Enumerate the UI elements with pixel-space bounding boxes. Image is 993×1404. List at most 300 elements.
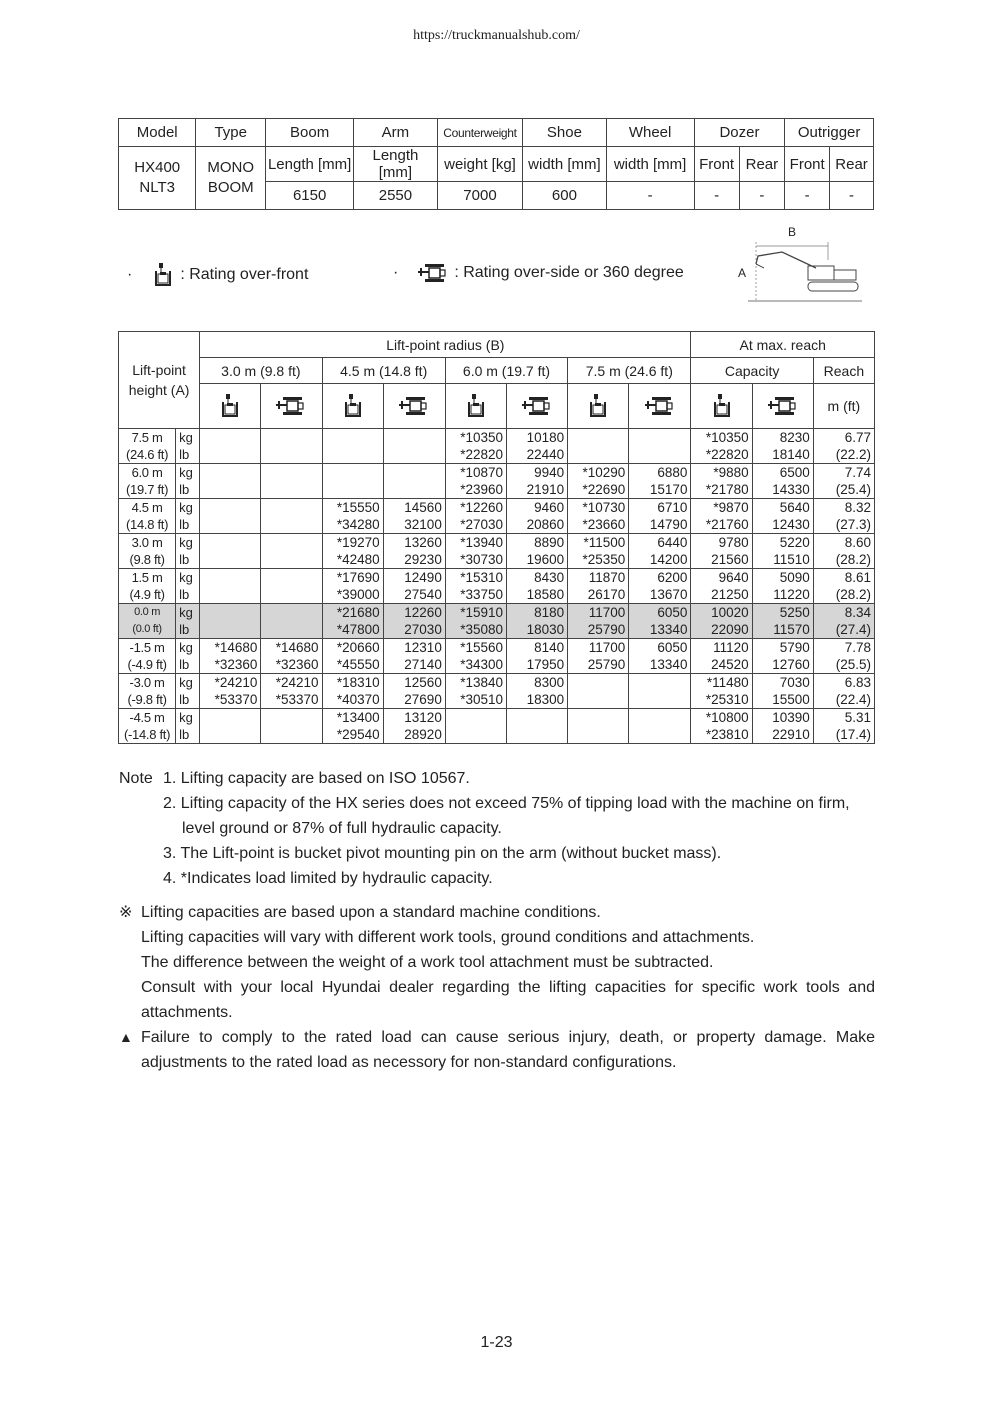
lift-value: *9870	[691, 499, 752, 517]
lift-value: *11500	[568, 534, 629, 552]
lift-value: 5090	[752, 569, 813, 587]
lift-value: 5.31	[813, 709, 874, 727]
lift-value: *9880	[691, 464, 752, 482]
rating-side-icon	[276, 395, 306, 417]
remark-4: Consult with your local Hyundai dealer regarding the lifting capacities for specific work tools and attachments.	[141, 979, 875, 1021]
lift-value: 11700	[568, 604, 629, 622]
lift-value: (22.2)	[813, 446, 874, 464]
lift-value: *23960	[445, 481, 506, 499]
lift-unit: lb	[176, 691, 200, 709]
lift-value: 13340	[629, 621, 691, 639]
lift-value: *34280	[322, 516, 383, 534]
lift-value: 11220	[752, 586, 813, 604]
lift-value: *19270	[322, 534, 383, 552]
icon-cell	[200, 384, 261, 429]
lift-header-row	[119, 332, 875, 358]
spec-value: -	[830, 182, 874, 210]
lift-value: 12430	[752, 516, 813, 534]
lift-value	[568, 709, 629, 727]
lift-height: -3.0 m	[119, 674, 176, 692]
spec-sub: Rear	[739, 147, 785, 182]
note-3: 3. The Lift-point is bucket pivot mounting pin on the arm (without bucket mass).	[163, 845, 722, 862]
legend-front-label: : Rating over-front	[180, 266, 309, 283]
lift-value: 8890	[506, 534, 567, 552]
lift-value: 11570	[752, 621, 813, 639]
lift-value: 12760	[752, 656, 813, 674]
lift-value: 7.78	[813, 639, 874, 657]
lift-height: 7.5 m	[119, 429, 176, 447]
lift-value: *14680	[200, 639, 261, 657]
lift-value	[200, 464, 261, 482]
lift-value: (28.2)	[813, 586, 874, 604]
lift-value	[200, 446, 261, 464]
lift-unit: kg	[176, 569, 200, 587]
lift-value: 12310	[383, 639, 445, 657]
lift-value: 28920	[383, 726, 445, 744]
lift-value: 10390	[752, 709, 813, 727]
radius-label: 7.5 m (24.6 ft)	[568, 358, 691, 384]
lift-value	[629, 446, 691, 464]
lift-row	[119, 446, 875, 464]
lift-value: *15560	[445, 639, 506, 657]
note-1: 1. Lifting capacity are based on ISO 10567.	[163, 770, 470, 787]
lift-value: 13120	[383, 709, 445, 727]
lift-height: (-4.9 ft)	[119, 656, 176, 674]
warning-icon: ▲	[119, 1029, 133, 1045]
spec-header-row	[119, 119, 874, 147]
lift-value	[383, 446, 445, 464]
lift-value: 20860	[506, 516, 567, 534]
spec-sub: Front	[785, 147, 830, 182]
lift-value: 13260	[383, 534, 445, 552]
lift-value: 27690	[383, 691, 445, 709]
lift-value: 12260	[383, 604, 445, 622]
note-label: Note	[119, 770, 153, 787]
lift-unit: lb	[176, 656, 200, 674]
lift-value: 6500	[752, 464, 813, 482]
lift-value	[383, 464, 445, 482]
spec-header: Shoe	[523, 119, 606, 147]
lift-value	[322, 464, 383, 482]
lift-value: 18140	[752, 446, 813, 464]
lift-value: *23660	[568, 516, 629, 534]
lift-radius-row	[119, 358, 875, 384]
warning-text: Failure to comply to the rated load can cause serious injury, death, or property damage. Make adjustments to the rated load as necessory for non-standard configurations.	[141, 1029, 875, 1071]
lift-value: 22440	[506, 446, 567, 464]
icon-cell	[752, 384, 813, 429]
lift-value: 10180	[506, 429, 567, 447]
lift-value: *10800	[691, 709, 752, 727]
remark-2: Lifting capacities will vary with different work tools, ground conditions and attachments.	[141, 929, 755, 946]
lift-value: 8430	[506, 569, 567, 587]
lift-value: 8300	[506, 674, 567, 692]
lift-body	[119, 429, 875, 744]
lift-value: *22820	[445, 446, 506, 464]
lift-unit: kg	[176, 499, 200, 517]
lift-value: 32100	[383, 516, 445, 534]
icon-cell	[691, 384, 752, 429]
lift-value: 22910	[752, 726, 813, 744]
spec-header: Model	[119, 119, 196, 147]
lift-value: *34300	[445, 656, 506, 674]
lift-value: *13400	[322, 709, 383, 727]
lift-capacity-table	[118, 331, 875, 744]
spec-sub: width [mm]	[606, 147, 694, 182]
lift-value: 8180	[506, 604, 567, 622]
lift-value: 6710	[629, 499, 691, 517]
lift-value: *25350	[568, 551, 629, 569]
lift-value: *53370	[261, 691, 322, 709]
lift-value	[200, 429, 261, 447]
lift-value: 18580	[506, 586, 567, 604]
lift-value: *32360	[200, 656, 261, 674]
lift-value	[568, 726, 629, 744]
spec-type: MONO BOOM	[196, 147, 266, 210]
lift-value: 5640	[752, 499, 813, 517]
lift-value: (27.4)	[813, 621, 874, 639]
lift-value: 8230	[752, 429, 813, 447]
legend-bullet: ·	[127, 266, 133, 283]
spec-sub: Rear	[830, 147, 874, 182]
lift-value: *45550	[322, 656, 383, 674]
lift-value: 19600	[506, 551, 567, 569]
lift-value: 14330	[752, 481, 813, 499]
spec-header: Type	[196, 119, 266, 147]
lift-value: *21680	[322, 604, 383, 622]
lift-value: 9940	[506, 464, 567, 482]
rating-front-icon	[152, 262, 174, 288]
lift-unit: kg	[176, 709, 200, 727]
lift-value: *18310	[322, 674, 383, 692]
lift-row	[119, 464, 875, 482]
lift-unit: kg	[176, 429, 200, 447]
lift-unit: lb	[176, 516, 200, 534]
lift-unit: lb	[176, 621, 200, 639]
lift-value	[261, 569, 322, 587]
lift-value: 11120	[691, 639, 752, 657]
lift-value: 11510	[752, 551, 813, 569]
lift-height: -4.5 m	[119, 709, 176, 727]
note-4: 4. *Indicates load limited by hydraulic capacity.	[163, 870, 493, 887]
lift-unit: lb	[176, 481, 200, 499]
lift-value: 9640	[691, 569, 752, 587]
lift-value: 25790	[568, 656, 629, 674]
lift-value: 5220	[752, 534, 813, 552]
lift-height: (19.7 ft)	[119, 481, 176, 499]
lift-value: (28.2)	[813, 551, 874, 569]
icon-cell	[445, 384, 506, 429]
rating-front-icon	[342, 393, 364, 419]
lift-value: 26170	[568, 586, 629, 604]
lift-value: 12490	[383, 569, 445, 587]
remark-1: Lifting capacities are based upon a standard machine conditions.	[141, 904, 601, 921]
icon-cell	[629, 384, 691, 429]
spec-value: 7000	[437, 182, 523, 210]
lift-value: 27030	[383, 621, 445, 639]
lift-value: 13340	[629, 656, 691, 674]
lift-value	[200, 481, 261, 499]
lift-value	[200, 604, 261, 622]
spec-sub: weight [kg]	[437, 147, 523, 182]
lift-value	[261, 621, 322, 639]
lift-unit: kg	[176, 534, 200, 552]
lift-unit: kg	[176, 639, 200, 657]
lift-value: 22090	[691, 621, 752, 639]
lift-value: 18030	[506, 621, 567, 639]
lift-value: *15310	[445, 569, 506, 587]
lift-value: 11870	[568, 569, 629, 587]
icon-cell	[568, 384, 629, 429]
lift-value: 13670	[629, 586, 691, 604]
lift-value: 29230	[383, 551, 445, 569]
rating-side-icon	[522, 395, 552, 417]
lift-value: 5790	[752, 639, 813, 657]
lift-row	[119, 621, 875, 639]
reach-unit: m (ft)	[813, 384, 874, 429]
radius-label: 6.0 m (19.7 ft)	[445, 358, 567, 384]
lift-value: *10870	[445, 464, 506, 482]
lift-row	[119, 429, 875, 447]
reach-label: Reach	[813, 358, 874, 384]
remark-3: The difference between the weight of a work tool attachment must be subtracted.	[141, 954, 714, 971]
lift-value	[445, 726, 506, 744]
lift-value	[261, 551, 322, 569]
lift-value	[506, 726, 567, 744]
lift-row	[119, 726, 875, 744]
lift-row	[119, 569, 875, 587]
lift-value: *39000	[322, 586, 383, 604]
lift-value	[568, 691, 629, 709]
lift-height: (24.6 ft)	[119, 446, 176, 464]
lift-height: (14.8 ft)	[119, 516, 176, 534]
lift-value	[200, 499, 261, 517]
lift-unit: lb	[176, 586, 200, 604]
lift-value: *47800	[322, 621, 383, 639]
lift-value	[261, 429, 322, 447]
lift-value: *13840	[445, 674, 506, 692]
legend-side-label: : Rating over-side or 360 degree	[454, 264, 684, 281]
lift-value: *13940	[445, 534, 506, 552]
lift-value: (22.4)	[813, 691, 874, 709]
header-url: https://truckmanualshub.com/	[413, 28, 580, 43]
lift-value	[200, 726, 261, 744]
spec-value: -	[785, 182, 830, 210]
remarks	[119, 900, 875, 1075]
lift-value: 15170	[629, 481, 691, 499]
lift-value: 21560	[691, 551, 752, 569]
lift-value	[506, 709, 567, 727]
lift-height: (9.8 ft)	[119, 551, 176, 569]
lift-value: 6.77	[813, 429, 874, 447]
lift-value: 6.83	[813, 674, 874, 692]
lift-value: 5250	[752, 604, 813, 622]
maxreach-header: At max. reach	[691, 332, 875, 358]
lift-value: (25.4)	[813, 481, 874, 499]
lift-value: 27540	[383, 586, 445, 604]
rating-side-icon	[768, 395, 798, 417]
lift-value: 14560	[383, 499, 445, 517]
lift-value	[261, 534, 322, 552]
icon-cell	[261, 384, 322, 429]
lift-height: -1.5 m	[119, 639, 176, 657]
lift-value	[629, 709, 691, 727]
lift-value: *10350	[445, 429, 506, 447]
lift-value: 6880	[629, 464, 691, 482]
lift-unit: kg	[176, 464, 200, 482]
spec-sub: Length [mm]	[266, 147, 354, 182]
lift-value	[261, 464, 322, 482]
lift-value: *35080	[445, 621, 506, 639]
lift-value: 24520	[691, 656, 752, 674]
lift-value: *29540	[322, 726, 383, 744]
rating-front-icon	[219, 393, 241, 419]
note-2b: level ground or 87% of full hydraulic capacity.	[182, 820, 502, 837]
lift-value: *15910	[445, 604, 506, 622]
spec-value: 600	[523, 182, 606, 210]
lift-value	[261, 481, 322, 499]
lift-value	[568, 429, 629, 447]
lift-value: 7.74	[813, 464, 874, 482]
spec-value: -	[739, 182, 785, 210]
rating-front-icon	[587, 393, 609, 419]
lift-row	[119, 674, 875, 692]
lift-value	[200, 709, 261, 727]
lift-row	[119, 709, 875, 727]
spec-sub: Length [mm]	[354, 147, 437, 182]
lift-row	[119, 481, 875, 499]
lift-value: 11700	[568, 639, 629, 657]
spec-sub: width [mm]	[523, 147, 606, 182]
lift-height: 1.5 m	[119, 569, 176, 587]
spec-header: Counterweight	[437, 119, 523, 147]
lift-unit: lb	[176, 551, 200, 569]
lift-value: *42480	[322, 551, 383, 569]
diagram-label-b: B	[788, 225, 797, 239]
radius-label: 3.0 m (9.8 ft)	[200, 358, 322, 384]
lift-value: (17.4)	[813, 726, 874, 744]
lift-value: *24210	[261, 674, 322, 692]
lift-value: *21760	[691, 516, 752, 534]
lift-value: (27.3)	[813, 516, 874, 534]
lift-value: 18300	[506, 691, 567, 709]
spec-value: -	[694, 182, 739, 210]
legend-side	[393, 262, 684, 284]
lift-value	[629, 726, 691, 744]
lift-value	[261, 499, 322, 517]
lift-unit: lb	[176, 446, 200, 464]
lift-value: 10020	[691, 604, 752, 622]
spec-header: Dozer	[694, 119, 785, 147]
lift-value: *12260	[445, 499, 506, 517]
lift-value	[383, 481, 445, 499]
lift-row	[119, 586, 875, 604]
lift-value	[200, 551, 261, 569]
spec-header: Boom	[266, 119, 354, 147]
lift-value: 12560	[383, 674, 445, 692]
lift-height: (4.9 ft)	[119, 586, 176, 604]
lift-value: *33750	[445, 586, 506, 604]
lift-row	[119, 499, 875, 517]
legend-front	[127, 262, 308, 288]
lift-value: 21910	[506, 481, 567, 499]
lift-value: 15500	[752, 691, 813, 709]
lift-value: 6050	[629, 639, 691, 657]
lift-value: 9460	[506, 499, 567, 517]
lift-value: *22690	[568, 481, 629, 499]
lift-value: 6050	[629, 604, 691, 622]
lift-value: 8.32	[813, 499, 874, 517]
lift-value	[568, 674, 629, 692]
lift-unit: kg	[176, 604, 200, 622]
lift-height: 3.0 m	[119, 534, 176, 552]
spec-value: 2550	[354, 182, 437, 210]
lift-value	[629, 691, 691, 709]
note-2a: 2. Lifting capacity of the HX series does not exceed 75% of tipping load with the machine on firm,	[163, 795, 850, 812]
notes	[119, 766, 850, 891]
lift-value	[261, 586, 322, 604]
lift-value	[629, 429, 691, 447]
lift-value: *32360	[261, 656, 322, 674]
lift-height: (-14.8 ft)	[119, 726, 176, 744]
lift-value: *14680	[261, 639, 322, 657]
lift-value	[200, 516, 261, 534]
lift-value: *15550	[322, 499, 383, 517]
spec-table	[118, 118, 874, 210]
lift-value: *40370	[322, 691, 383, 709]
rating-front-icon	[711, 393, 733, 419]
lift-icon-row	[119, 384, 875, 429]
lift-height: (-9.8 ft)	[119, 691, 176, 709]
lift-height: (0.0 ft)	[119, 621, 176, 639]
lift-value	[261, 709, 322, 727]
lift-row	[119, 604, 875, 622]
lift-value	[383, 429, 445, 447]
lift-row	[119, 691, 875, 709]
lift-unit: kg	[176, 674, 200, 692]
lift-value: 9780	[691, 534, 752, 552]
lift-value: 17950	[506, 656, 567, 674]
rating-front-icon	[465, 393, 487, 419]
lift-value: *11480	[691, 674, 752, 692]
lift-value	[322, 446, 383, 464]
lift-value: 25790	[568, 621, 629, 639]
lift-value: *25310	[691, 691, 752, 709]
lift-value: 8140	[506, 639, 567, 657]
spec-sub-row	[119, 147, 874, 182]
radius-label: 4.5 m (14.8 ft)	[322, 358, 445, 384]
lift-value: *22820	[691, 446, 752, 464]
lift-value: 8.60	[813, 534, 874, 552]
spec-model: HX400 NLT3	[119, 147, 196, 210]
lift-value	[445, 709, 506, 727]
lift-height: 4.5 m	[119, 499, 176, 517]
lift-value	[200, 586, 261, 604]
lift-value	[200, 569, 261, 587]
lift-row	[119, 656, 875, 674]
icon-cell	[506, 384, 567, 429]
lift-value: 6440	[629, 534, 691, 552]
lift-value: *21780	[691, 481, 752, 499]
spec-value: -	[606, 182, 694, 210]
lift-value	[200, 534, 261, 552]
rating-side-icon	[645, 395, 675, 417]
reference-mark-icon: ※	[119, 904, 133, 921]
capacity-label: Capacity	[691, 358, 813, 384]
lift-value: 7030	[752, 674, 813, 692]
lift-height: 6.0 m	[119, 464, 176, 482]
lift-value: 27140	[383, 656, 445, 674]
rating-side-icon	[418, 262, 448, 284]
